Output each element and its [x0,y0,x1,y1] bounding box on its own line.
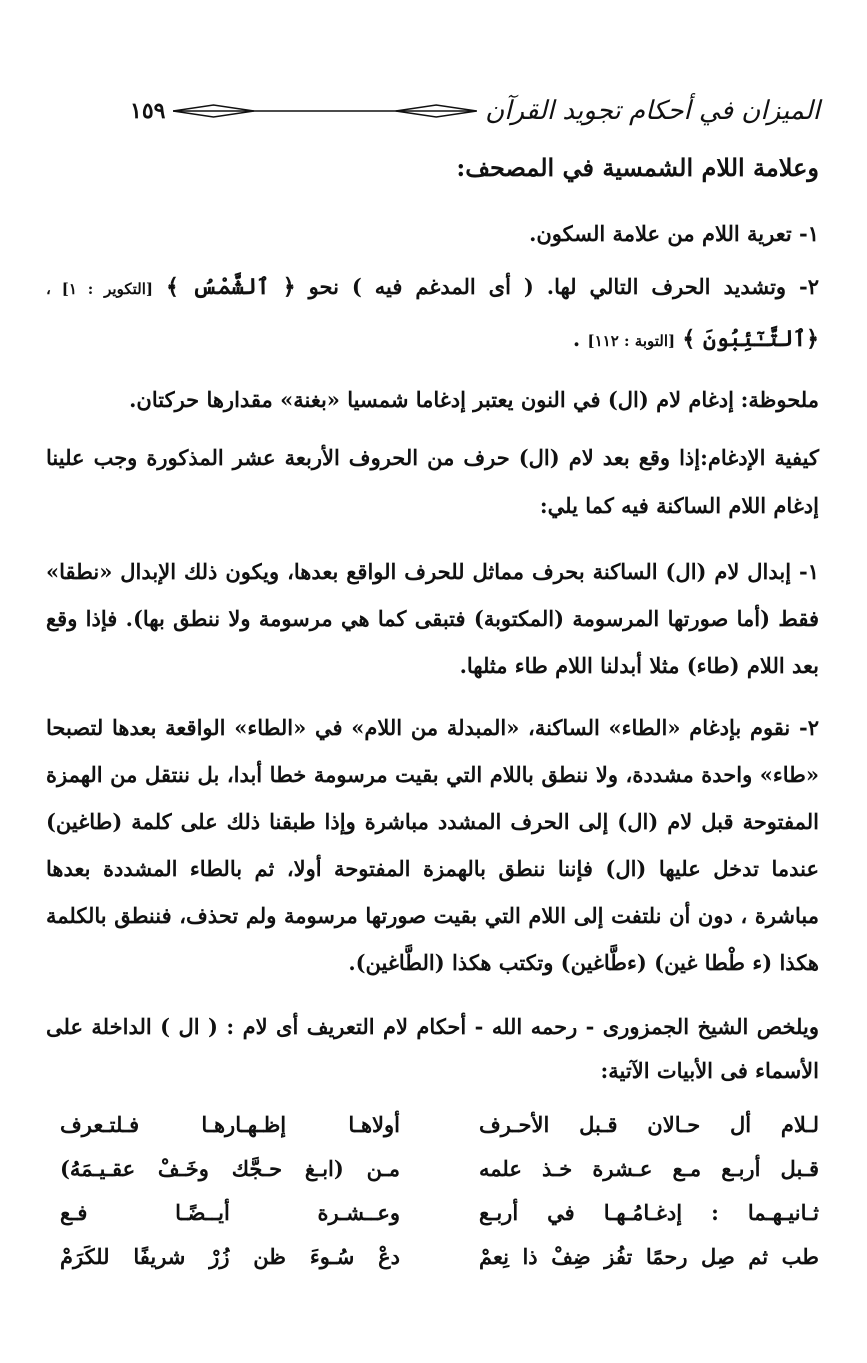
step-1-paragraph: ١- إبدال لام (ال) الساكنة بحرف مماثل للحرف الواقع بعدها، ويكون ذلك الإبدال «نطقا» فقط (أما صورتها المرسومة (المكتوبة) فتبقى كما هي مرسومة ولا ننطق بها). فإذا وقع بعد اللام (طاء) مثلا أبدلنا اللام طاء مثلها. [46,559,819,678]
mark-item-2-end: . [572,326,581,351]
surah-reference-takwir: [التكوير : ١] ، [46,280,153,298]
book-title: الميزان في أحكام تجويد القرآن [485,96,820,126]
mark-item-2-text: ٢- وتشديد الحرف التالي لها. ( أى المدغم فيه ) نحو [308,274,820,299]
step-2-paragraph: ٢- نقوم بإدغام «الطاء» الساكنة، «المبدلة من اللام» في «الطاء» الواقعة بعدها لتصبحا «طاء» واحدة مشددة، ولا ننطق باللام التي بقيت مرسومة خطا أبدا، بل ننتقل من الهمزة المفتوحة قبل لام (ال) إلى الحرف المشدد مباشرة وإذا طبقنا ذلك على كلمة (طاغين) عندما تدخل عليها (ال) فإننا ننطق بالهمزة المفتوحة أولا، ثم بالطاء المشددة بعدها مباشرة ، دون أن نلتفت إلى اللام التي بقيت صورتها مرسومة ولم تحذف، فننطق بالكلمة هكذا (ء طْطا غين) (ءطَّاغين) وتكتب هكذا (الطَّاغين). [46,715,819,975]
poem-second-hemistich: دعْ سُـوءَ ظن زُرْ شريفًا للكَرَمْ [60,1243,400,1269]
quran-word-taibun: ﴿ٱلتَّـٰٓئِبُونَ ﴾ [682,326,819,352]
page-number: ١٥٩ [130,98,166,124]
note-paragraph [46,376,819,424]
poem-verse [60,1146,819,1190]
poem-first-hemistich: طب ثم صِل رحمًا تفُز ضِفْ ذا نِعمْ [479,1243,819,1269]
poem [60,1102,819,1278]
poem-verse [60,1190,819,1234]
poem-first-hemistich: قـبل أربـع مـع عـشرة خـذ علمه [479,1155,819,1181]
quran-word-shams: ﴿ ٱلشَّمْسُ ﴾ [165,274,296,300]
note-label: ملحوظة: [740,387,819,412]
decorative-rule [173,99,477,123]
poem-second-hemistich: أولاهـا إظـهـارهـا فـلتـعرف [60,1111,400,1137]
method-text: :إذا وقع بعد لام (ال) حرف من الحروف الأربعة عشر المذكورة وجب علينا إدغام اللام الساكنة فيه كما يلي: [46,445,819,518]
poem-first-hemistich: ثـانيـهـما : إدغـامُـهـا في أربـع [479,1199,819,1225]
section-heading: وعلامة اللام الشمسية في المصحف: [456,153,819,182]
mark-item-2 [46,262,819,366]
method-paragraph [46,434,819,530]
note-text: إدغام لام (ال) في النون يعتبر إدغاما شمسيا «بغنة» مقدارها حركتان. [129,387,734,412]
poem-second-hemistich: وعــشـرة أيــضًـا فـع [60,1199,400,1225]
poem-second-hemistich: مـن (ابـغ حـجَّك وخَـفْ عقـيـمَهُ) [60,1155,400,1181]
poem-verse [60,1102,819,1146]
summary-paragraph: ويلخص الشيخ الجمزورى - رحمه الله - أحكام لام التعريف أى لام : ( ال ) الداخلة على الأسماء فى الأبيات الآتية: [46,1014,819,1083]
method-label: كيفية الإدغام [707,445,819,470]
poem-first-hemistich: لـلام أل حـالان قـبل الأحـرف [479,1111,819,1137]
running-header [130,86,820,136]
mark-item-1: ١- تعرية اللام من علامة السكون. [529,221,819,246]
poem-verse [60,1234,819,1278]
surah-reference-tawba: [التوبة : ١١٢] [587,332,676,350]
